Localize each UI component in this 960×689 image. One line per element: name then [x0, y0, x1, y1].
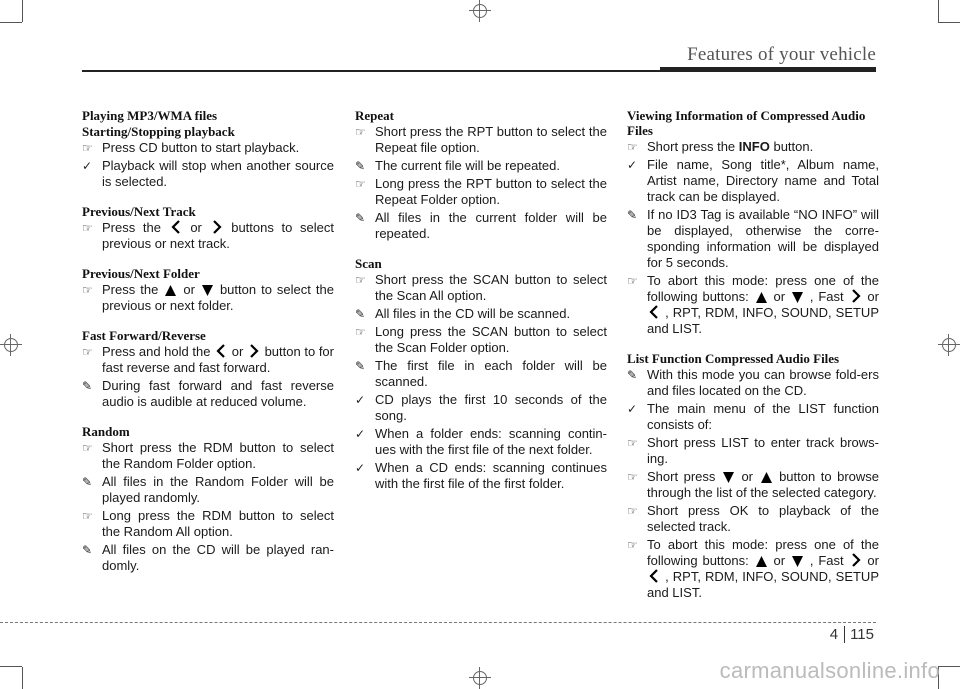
header-rule-accent [660, 67, 876, 72]
list-item: ☞ To abort this mode: press one of the following buttons: or , Fast or , RPT, RDM, INFO, SOUND, SETUP and LIST. [627, 537, 879, 600]
chevron-left-icon [171, 220, 181, 234]
section-previous-next-track [82, 204, 334, 252]
list-item: ✎ If no ID3 Tag is available “NO INFO” will be displayed, otherwise the corre-sponding information will be displayed for 5 seconds. [627, 207, 879, 270]
triangle-down-icon [202, 285, 213, 296]
section-random [82, 424, 334, 574]
chevron-left-icon [649, 569, 659, 583]
list-item: ✎ During fast forward and fast reverse audio is audible at reduced volume. [82, 378, 334, 409]
note-icon: ✎ [355, 159, 366, 173]
chevron-left-icon [216, 344, 226, 358]
check-icon: ✓ [82, 159, 93, 173]
section-scan [355, 256, 607, 492]
section-title: List Function Compressed Audio Files [627, 351, 840, 366]
list-item: ☞ To abort this mode: press one of the following buttons: or , Fast or , RPT, RDM, INFO, SOUND, SETUP and LIST. [627, 273, 879, 336]
page-number-value: 115 [850, 626, 874, 643]
pointer-icon: ☞ [82, 141, 93, 155]
list-item: ☞ Short press the SCAN button to select the Scan All option. [355, 272, 607, 303]
section-previous-next-folder [82, 266, 334, 314]
triangle-up-icon [761, 472, 772, 483]
list-item: ☞ Short press LIST to enter track brows-ing. [627, 435, 879, 466]
note-icon: ✎ [627, 368, 638, 382]
crop-mark [938, 666, 960, 667]
list-item: ☞ Short press the RDM button to select the Random Folder option. [82, 440, 334, 471]
triangle-up-icon [165, 285, 176, 296]
pointer-icon: ☞ [627, 436, 638, 450]
info-button-label: INFO [738, 139, 770, 154]
list-item: ☞ Press and hold the or button to for fast reverse and fast forward. [82, 344, 334, 375]
pointer-icon: ☞ [355, 273, 366, 287]
pointer-icon: ☞ [355, 125, 366, 139]
list-item: ☞ Short press OK to playback of the selected track. [627, 503, 879, 534]
pointer-icon: ☞ [82, 441, 93, 455]
triangle-up-icon [756, 556, 767, 567]
pointer-icon: ☞ [82, 283, 93, 297]
column-left [82, 108, 334, 588]
triangle-down-icon [723, 472, 734, 483]
chevron-right-icon [851, 289, 861, 303]
registration-mark-right [938, 334, 960, 356]
section-title: Random [82, 424, 130, 439]
pointer-icon: ☞ [82, 509, 93, 523]
chevron-right-icon [249, 344, 259, 358]
column-middle [355, 108, 607, 506]
note-icon: ✎ [82, 543, 93, 557]
section-title: Playing MP3/WMA files [82, 108, 218, 123]
pointer-icon: ☞ [627, 504, 638, 518]
section-viewing-information [627, 108, 879, 337]
list-item: ✎ All files in the Random Folder will be played randomly. [82, 474, 334, 505]
section-title: Fast Forward/Reverse [82, 328, 206, 343]
list-item: ☞ Short press the INFO button. [627, 139, 814, 154]
footer-rule [0, 622, 876, 623]
list-item: ☞ Short press or button to browse through the list of the selected category. [627, 469, 880, 500]
note-icon: ✎ [355, 211, 366, 225]
check-icon: ✓ [627, 402, 638, 416]
chevron-left-icon [649, 305, 659, 319]
chapter-number: 4 [830, 626, 845, 643]
list-item: ✓ File name, Song title*, Album name, Artist name, Directory name and Total track can be displayed. [627, 157, 879, 204]
note-icon: ✎ [627, 208, 638, 222]
list-item: ✓ Playback will stop when another source is selected. [82, 158, 334, 189]
section-subtitle: Starting/Stopping playback [82, 124, 235, 139]
check-icon: ✓ [355, 427, 366, 441]
section-title: Viewing Information of Compressed Audio Files [627, 108, 866, 138]
triangle-up-icon [756, 292, 767, 303]
note-icon: ✎ [355, 307, 366, 321]
list-item: ✓ CD plays the first 10 seconds of the song. [355, 392, 607, 423]
list-item: ✓ When a folder ends: scanning contin-ues with the first file of the next folder. [355, 426, 607, 457]
triangle-down-icon [792, 292, 803, 303]
crop-mark [22, 667, 23, 689]
section-list-function [627, 351, 879, 601]
registration-mark-top [469, 0, 491, 22]
chevron-right-icon [212, 220, 222, 234]
pointer-icon: ☞ [627, 274, 638, 288]
pointer-icon: ☞ [627, 140, 638, 154]
note-icon: ✎ [355, 359, 366, 373]
pointer-icon: ☞ [627, 538, 638, 552]
list-item: ☞ Press the or button to select the previous or next folder. [82, 282, 334, 313]
registration-mark-left [0, 334, 22, 356]
list-item: ✎ All files in the CD will be scanned. [355, 306, 571, 321]
section-fast-forward-reverse [82, 328, 334, 410]
section-playing-mp3 [82, 108, 334, 190]
column-right [627, 108, 879, 615]
section-repeat [355, 108, 607, 242]
list-item: ☞ Long press the SCAN button to select the Scan Folder option. [355, 324, 607, 355]
pointer-icon: ☞ [627, 470, 638, 484]
crop-mark [938, 0, 939, 22]
section-title: Repeat [355, 108, 394, 123]
registration-mark-bottom [469, 667, 491, 689]
list-item: ✎ The current file will be repeated. [355, 158, 560, 173]
list-item: ☞ Press the or buttons to select previous or next track. [82, 220, 334, 251]
section-title: Previous/Next Track [82, 204, 196, 219]
pointer-icon: ☞ [355, 177, 366, 191]
check-icon: ✓ [355, 461, 366, 475]
crop-mark [0, 666, 22, 667]
list-item: ☞ Long press the RPT button to select the Repeat Folder option. [355, 176, 607, 207]
section-title: Previous/Next Folder [82, 266, 200, 281]
check-icon: ✓ [355, 393, 366, 407]
list-item: ✓ When a CD ends: scanning continues with the first file of the first folder. [355, 460, 607, 491]
watermark: carmanualsonline.info [719, 658, 940, 683]
note-icon: ✎ [82, 379, 93, 393]
list-item: ✎ With this mode you can browse fold-ers and files located on the CD. [627, 367, 879, 398]
page-header-title: Features of your vehicle [687, 44, 876, 65]
list-item: ☞ Long press the RDM button to select the Random All option. [82, 508, 334, 539]
pointer-icon: ☞ [82, 345, 93, 359]
list-item: ✎ All files on the CD will be played ran-domly. [82, 542, 334, 573]
list-item: ✎ All files in the current folder will be repeated. [355, 210, 607, 241]
pointer-icon: ☞ [82, 221, 93, 235]
crop-mark [0, 22, 22, 23]
list-item: ✎ The first file in each folder will be scanned. [355, 358, 607, 389]
pointer-icon: ☞ [355, 325, 366, 339]
check-icon: ✓ [627, 158, 638, 172]
section-title: Scan [355, 256, 382, 271]
list-item: ☞ Press CD button to start playback. [82, 140, 300, 155]
crop-mark [22, 0, 23, 22]
list-item: ☞ Short press the RPT button to select the Repeat file option. [355, 124, 607, 155]
note-icon: ✎ [82, 475, 93, 489]
list-item: ✓ The main menu of the LIST function consists of: [627, 401, 879, 432]
triangle-down-icon [792, 556, 803, 567]
chevron-right-icon [851, 553, 861, 567]
crop-mark [938, 22, 960, 23]
page-number [830, 626, 874, 643]
